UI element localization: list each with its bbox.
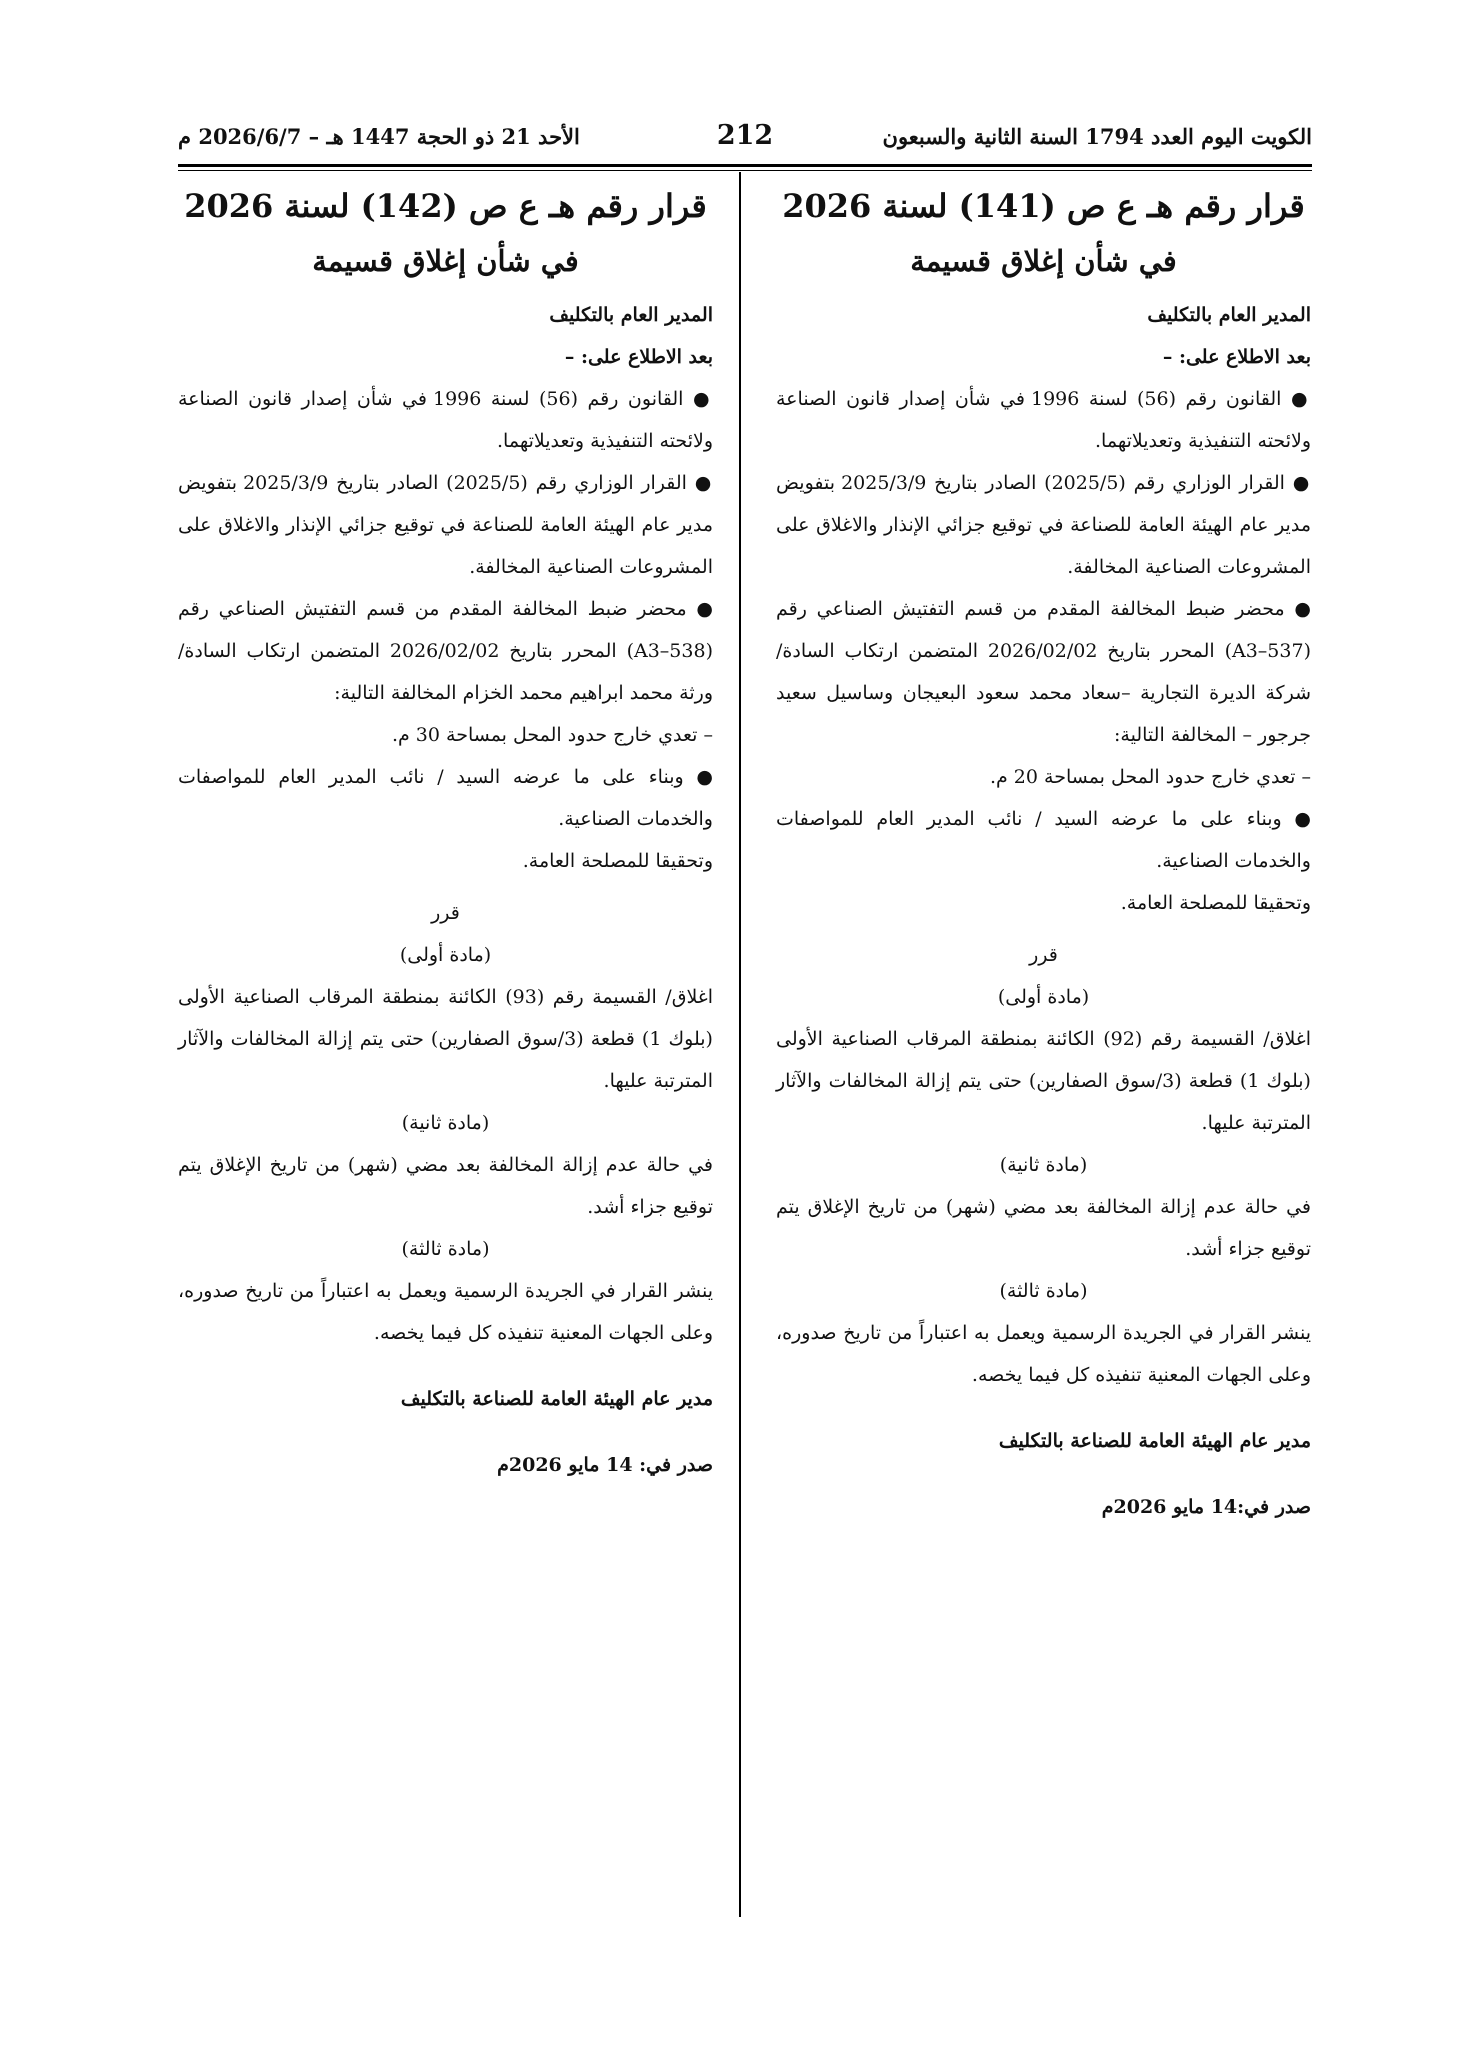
header-rule-thick — [178, 164, 1312, 167]
preamble-item-violation-report: ● محضر ضبط المخالفة المقدم من قسم التفتيش الصناعي رقم (A3–538) المحرر بتاريخ 2026/02/02 المتضمن ارتكاب السادة/ ورثة محمد ابراهيم محمد الخزام المخالفة التالية: — [178, 598, 713, 704]
article-2-text: في حالة عدم إزالة المخالفة بعد مضي (شهر) من تاريخ الإغلاق يتم توقيع جزاء أشد. — [178, 1154, 713, 1218]
preamble-item-law: ● القانون رقم (56) لسنة 1996 في شأن إصدار قانون الصناعة ولائحته التنفيذية وتعديلاتهما. — [776, 388, 1311, 452]
issuer-line: المدير العام بالتكليف — [549, 304, 713, 326]
decision-subject: في شأن إغلاق قسيمة — [312, 244, 579, 278]
header-issue-info: الكويت اليوم العدد 1794 السنة الثانية والسبعون — [882, 124, 1312, 149]
preamble-item-proposal: ● وبناء على ما عرضه السيد / نائب المدير العام للمواصفات والخدمات الصناعية. — [178, 766, 713, 830]
article-2-heading: (مادة ثانية) — [999, 1154, 1088, 1176]
article-2-heading: (مادة ثانية) — [401, 1112, 490, 1134]
page-header — [178, 120, 1312, 160]
decision-142-column — [178, 178, 713, 1486]
issued-date: صدر في: 14 مايو 2026م — [497, 1454, 713, 1476]
signature-line: مدير عام الهيئة العامة للصناعة بالتكليف — [400, 1388, 713, 1410]
preamble-item-violation-report: ● محضر ضبط المخالفة المقدم من قسم التفتيش الصناعي رقم (A3–537) المحرر بتاريخ 2026/02/02 المتضمن ارتكاب السادة/ شركة الديرة التجارية –سعاد محمد سعود البعيجان وساسيل سعيد جرجور – المخالفة التالية: — [776, 598, 1311, 746]
preamble-item-ministerial-decision: ● القرار الوزاري رقم (2025/5) الصادر بتاريخ 2025/3/9 بتفويض مدير عام الهيئة العامة للصناعة في توقيع جزائي الإنذار والاغلاق على المشروعات الصناعية المخالفة. — [178, 472, 713, 578]
decided-heading: قرر — [1029, 944, 1058, 966]
article-2-text: في حالة عدم إزالة المخالفة بعد مضي (شهر) من تاريخ الإغلاق يتم توقيع جزاء أشد. — [776, 1196, 1311, 1260]
article-3-heading: (مادة ثالثة) — [999, 1280, 1088, 1302]
article-1-heading: (مادة أولى) — [997, 986, 1090, 1008]
violation-line: – تعدي خارج حدود المحل بمساحة 30 م. — [391, 724, 713, 746]
article-3-text: ينشر القرار في الجريدة الرسمية ويعمل به اعتباراً من تاريخ صدوره، وعلى الجهات المعنية تنفيذه كل فيما يخصه. — [178, 1280, 713, 1344]
article-1-text: اغلاق/ القسيمة رقم (92) الكائنة بمنطقة المرقاب الصناعية الأولى (بلوك 1) قطعة (3/سوق الصفارين) حتى يتم إزالة المخالفات والآثار المترتبة عليها. — [776, 1028, 1311, 1134]
header-date: الأحد 21 ذو الحجة 1447 هـ – 2026/6/7 م — [178, 124, 580, 149]
after-review-line: بعد الاطلاع على: – — [1162, 346, 1311, 368]
preamble-item-proposal: ● وبناء على ما عرضه السيد / نائب المدير العام للمواصفات والخدمات الصناعية. — [776, 808, 1311, 872]
article-1-heading: (مادة أولى) — [399, 944, 492, 966]
public-interest-line: وتحقيقا للمصلحة العامة. — [522, 850, 713, 872]
after-review-line: بعد الاطلاع على: – — [564, 346, 713, 368]
preamble-item-ministerial-decision: ● القرار الوزاري رقم (2025/5) الصادر بتاريخ 2025/3/9 بتفويض مدير عام الهيئة العامة للصناعة في توقيع جزائي الإنذار والاغلاق على المشروعات الصناعية المخالفة. — [776, 472, 1311, 578]
header-page-number: 212 — [716, 120, 774, 151]
decision-141-column — [776, 178, 1311, 1528]
decision-subject: في شأن إغلاق قسيمة — [910, 244, 1177, 278]
article-3-heading: (مادة ثالثة) — [401, 1238, 490, 1260]
public-interest-line: وتحقيقا للمصلحة العامة. — [1120, 892, 1311, 914]
article-3-text: ينشر القرار في الجريدة الرسمية ويعمل به اعتباراً من تاريخ صدوره، وعلى الجهات المعنية تنفيذه كل فيما يخصه. — [776, 1322, 1311, 1386]
decided-heading: قرر — [431, 902, 460, 924]
header-rule-thin — [178, 170, 1312, 171]
issued-date: صدر في:14 مايو 2026م — [1101, 1496, 1311, 1518]
decision-title: قرار رقم هـ ع ص (142) لسنة 2026 — [184, 187, 707, 225]
decision-title: قرار رقم هـ ع ص (141) لسنة 2026 — [782, 187, 1305, 225]
signature-line: مدير عام الهيئة العامة للصناعة بالتكليف — [998, 1430, 1311, 1452]
preamble-item-law: ● القانون رقم (56) لسنة 1996 في شأن إصدار قانون الصناعة ولائحته التنفيذية وتعديلاتهما. — [178, 388, 713, 452]
article-1-text: اغلاق/ القسيمة رقم (93) الكائنة بمنطقة المرقاب الصناعية الأولى (بلوك 1) قطعة (3/سوق الصفارين) حتى يتم إزالة المخالفات والآثار المترتبة عليها. — [178, 986, 713, 1092]
violation-line: – تعدي خارج حدود المحل بمساحة 20 م. — [989, 766, 1311, 788]
column-divider — [739, 172, 741, 1917]
issuer-line: المدير العام بالتكليف — [1147, 304, 1311, 326]
